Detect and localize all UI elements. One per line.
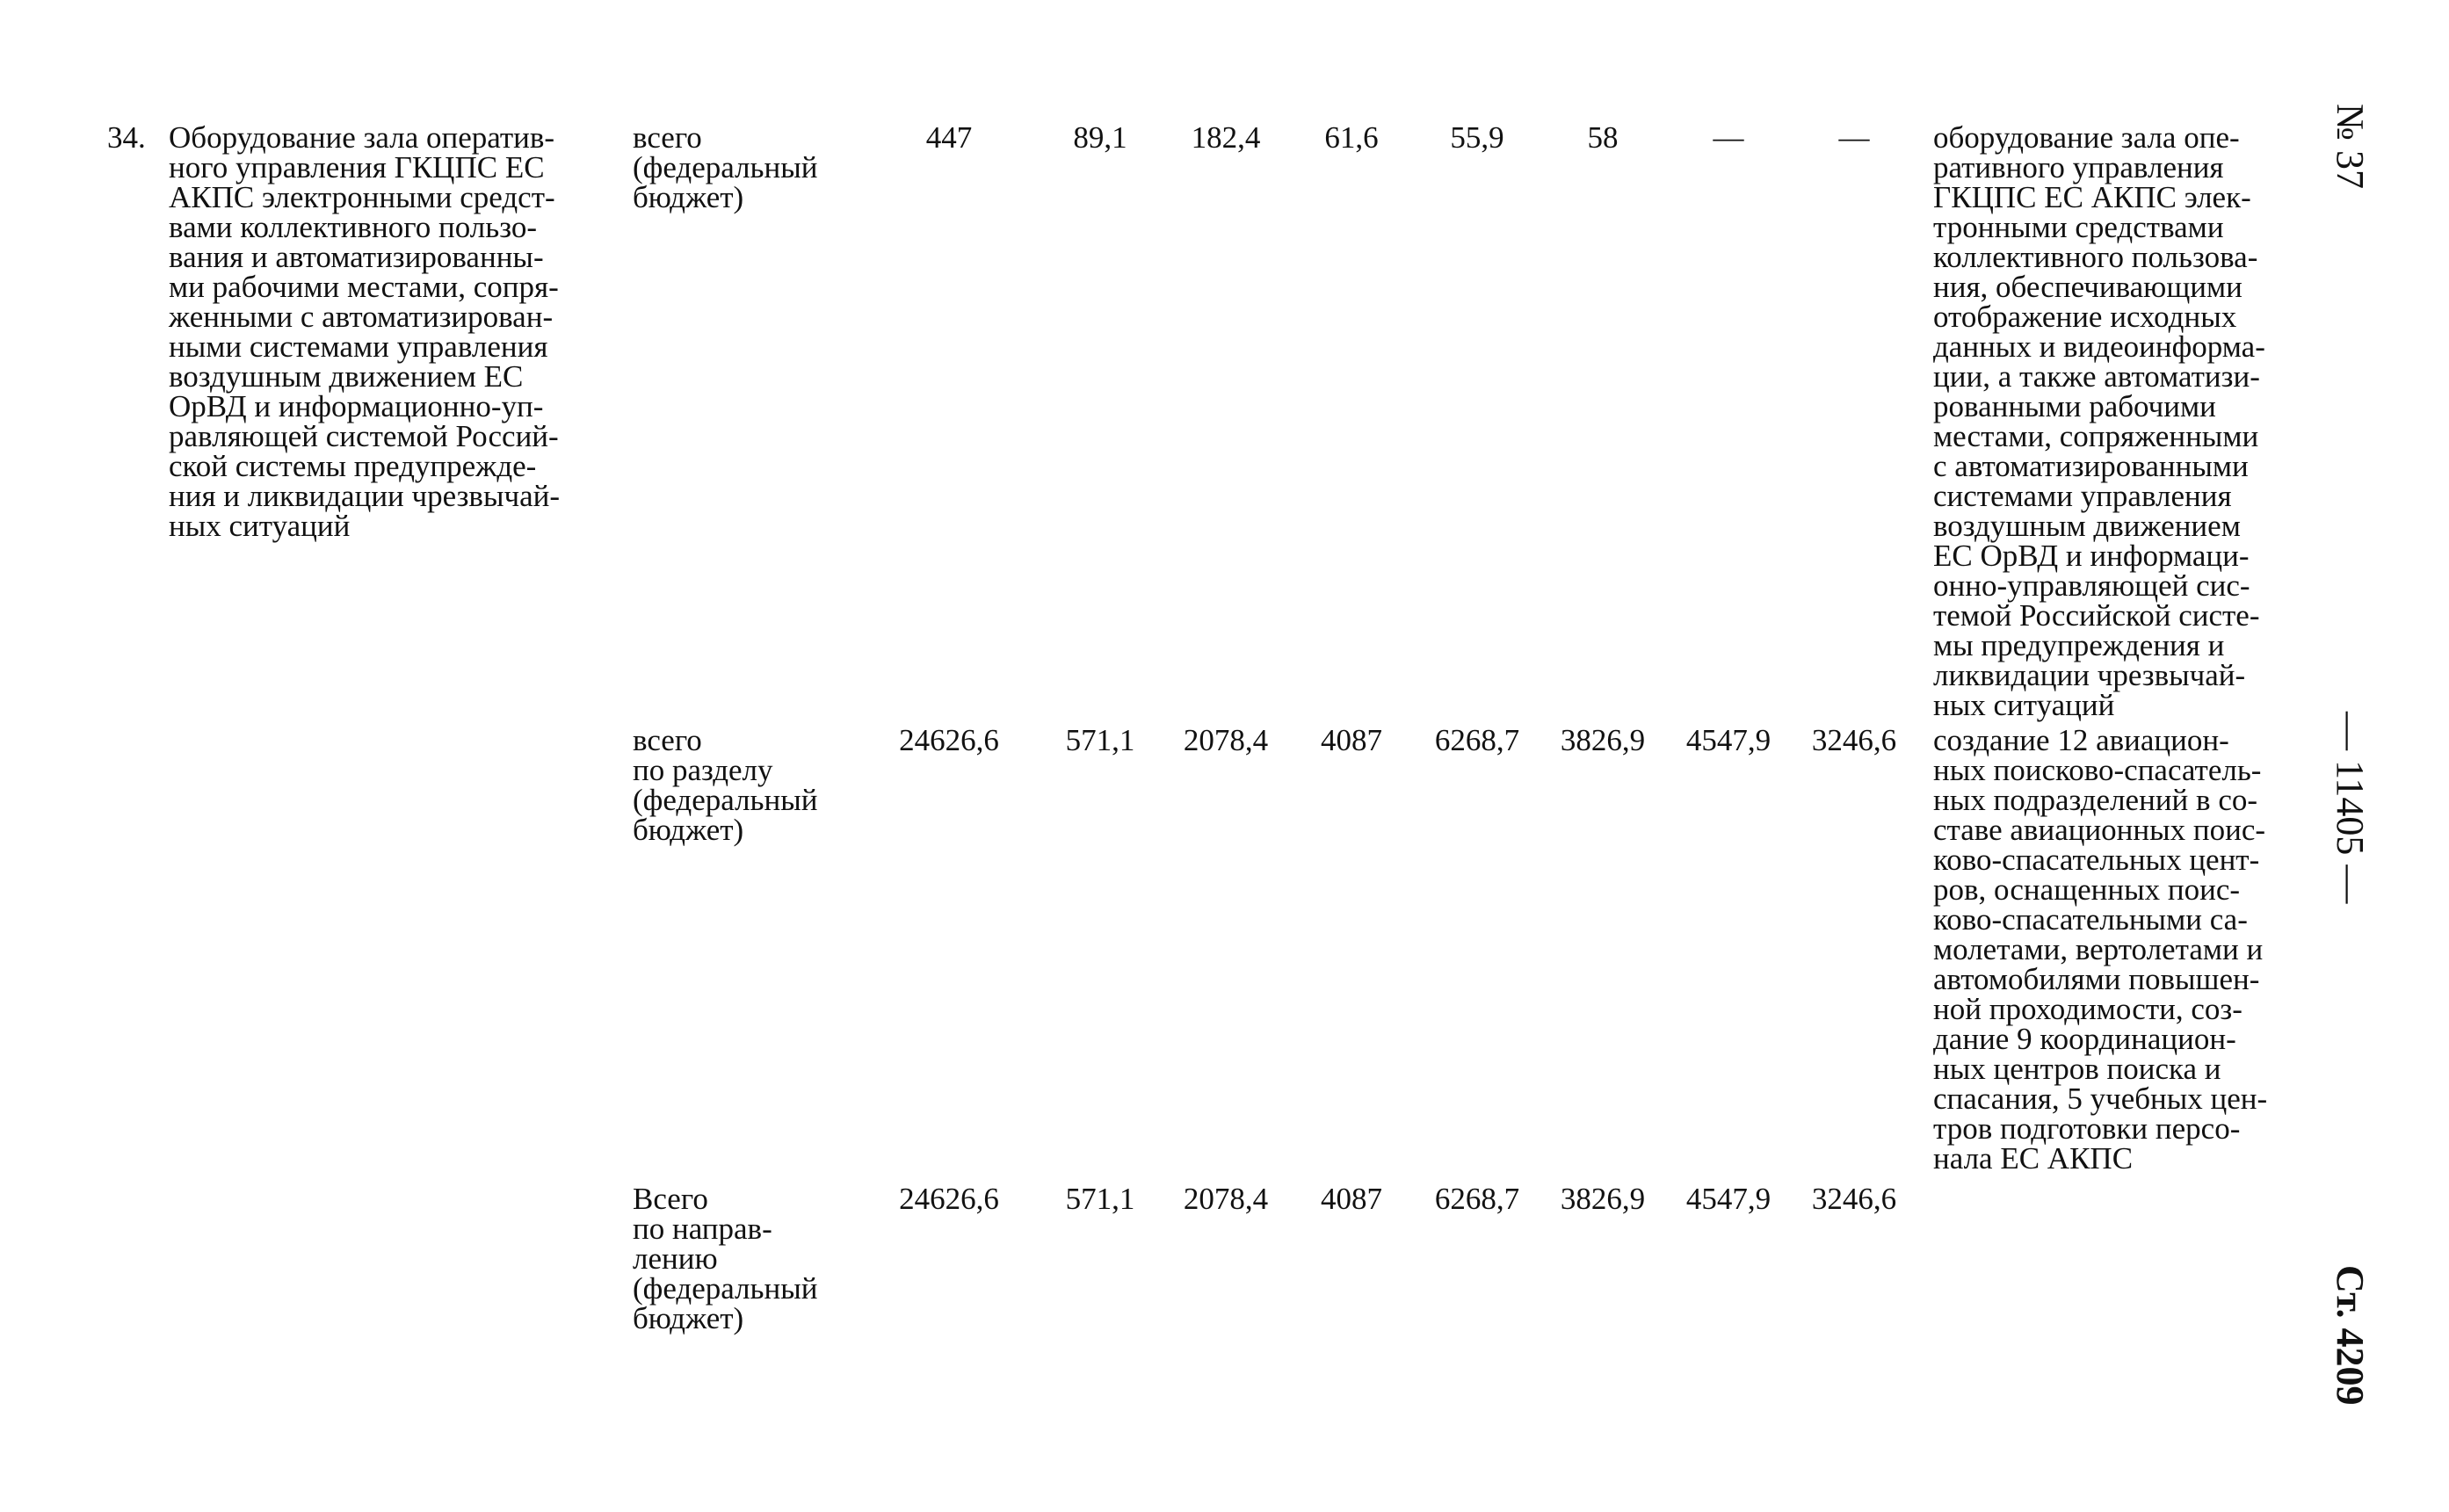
value-year-7: 3246,6 <box>1811 723 1897 757</box>
value-year-6: — <box>1713 120 1744 155</box>
text-line: Оборудование зала оператив- <box>169 120 555 155</box>
issue-number: № 37 <box>2329 104 2372 189</box>
text-line: ных подразделений в со- <box>1933 783 2258 817</box>
expected-result <box>1933 723 2295 1176</box>
value-year-3: 4087 <box>1321 723 1382 757</box>
text-line: ЕС ОрВД и информаци- <box>1933 539 2250 573</box>
value-total: 447 <box>925 120 973 155</box>
value-year-7: 3246,6 <box>1811 1182 1897 1216</box>
text-line: вания и автоматизированны- <box>169 240 544 274</box>
text-line: автомобилями повышен- <box>1933 962 2260 996</box>
text-line: нала ЕС АКПС <box>1933 1141 2134 1176</box>
value-year-2: 2078,4 <box>1183 723 1269 757</box>
value-year-7: — <box>1838 120 1870 155</box>
text-line: дание 9 координацион- <box>1933 1022 2236 1056</box>
text-line: лению <box>633 1241 718 1276</box>
text-line: молетами, вертолетами и <box>1933 932 2264 966</box>
text-line: ции, а также автоматизи- <box>1933 359 2260 394</box>
text-line: спасания, 5 учебных цен- <box>1933 1082 2268 1116</box>
text-line: данных и видеоинформа- <box>1933 329 2265 364</box>
text-line: по разделу <box>633 753 773 787</box>
text-line: ных центров поиска и <box>1933 1052 2221 1086</box>
text-line: оборудование зала опе- <box>1933 120 2240 155</box>
text-line: ных ситуаций <box>169 509 351 543</box>
text-line: бюджет) <box>633 1301 744 1335</box>
text-line: ными системами управления <box>169 329 548 364</box>
text-line: всего <box>633 723 702 757</box>
text-line: ково-спасательных цент- <box>1933 843 2260 877</box>
text-line: с автоматизированными <box>1933 449 2249 483</box>
text-line: воздушным движением ЕС <box>169 359 524 394</box>
text-line: ставе авиационных поис- <box>1933 813 2266 847</box>
value-year-3: 61,6 <box>1324 120 1379 155</box>
text-line: равляющей системой Россий- <box>169 419 559 453</box>
value-total: 24626,6 <box>899 723 999 757</box>
text-line: воздушным движением <box>1933 509 2241 543</box>
value-year-5: 3826,9 <box>1560 723 1646 757</box>
text-line: ных поисково-спасатель- <box>1933 753 2262 787</box>
text-line: (федеральный <box>633 150 818 184</box>
text-line: ликвидации чрезвычай- <box>1933 658 2246 692</box>
value-year-6: 4547,9 <box>1685 1182 1772 1216</box>
text-line: Всего <box>633 1182 708 1216</box>
text-line: местами, сопряженными <box>1933 419 2259 453</box>
value-year-2: 2078,4 <box>1183 1182 1269 1216</box>
text-line: ных ситуаций <box>1933 688 2115 722</box>
row-number: 34. <box>107 120 146 155</box>
text-line: мы предупреждения и <box>1933 628 2225 662</box>
value-year-1: 571,1 <box>1065 723 1135 757</box>
text-line: ративного управления <box>1933 150 2224 184</box>
value-year-5: 3826,9 <box>1560 1182 1646 1216</box>
text-line: ГКЦПС ЕС АКПС элек- <box>1933 180 2251 214</box>
page-margin <box>2311 0 2449 1512</box>
text-line: ской системы предупрежде- <box>169 449 537 483</box>
value-year-1: 571,1 <box>1065 1182 1135 1216</box>
text-line: тронными средствами <box>1933 210 2224 244</box>
expected-result <box>1933 120 2295 722</box>
text-line: АКПС электронными средст- <box>169 180 555 214</box>
page-number: — 11405 — <box>2329 712 2372 904</box>
text-line: ково-спасательными са- <box>1933 902 2248 937</box>
text-line: рованными рабочими <box>1933 389 2216 423</box>
text-line: всего <box>633 120 702 155</box>
text-line: ров, оснащенных поис- <box>1933 872 2241 907</box>
value-year-4: 55,9 <box>1450 120 1504 155</box>
value-year-6: 4547,9 <box>1685 723 1772 757</box>
text-line: (федеральный <box>633 1271 818 1306</box>
text-line: коллективного пользова- <box>1933 240 2258 274</box>
text-line: создание 12 авиацион- <box>1933 723 2229 757</box>
value-year-3: 4087 <box>1321 1182 1382 1216</box>
funding-source <box>633 120 861 214</box>
value-year-4: 6268,7 <box>1434 723 1520 757</box>
article-number: Ст. 4209 <box>2329 1265 2372 1406</box>
value-total: 24626,6 <box>899 1182 999 1216</box>
text-line: системами управления <box>1933 479 2232 513</box>
text-line: бюджет) <box>633 180 744 214</box>
funding-source <box>633 723 861 847</box>
text-line: бюджет) <box>633 813 744 847</box>
measure-name <box>169 120 589 543</box>
text-line: ной проходимости, соз- <box>1933 992 2243 1026</box>
text-line: ми рабочими местами, сопря- <box>169 270 559 304</box>
text-line: онно-управляющей сис- <box>1933 568 2250 603</box>
text-line: ния и ликвидации чрезвычай- <box>169 479 560 513</box>
funding-source <box>633 1184 861 1334</box>
text-line: темой Российской систе- <box>1933 598 2260 633</box>
value-year-1: 89,1 <box>1073 120 1127 155</box>
value-year-4: 6268,7 <box>1434 1182 1520 1216</box>
text-line: отображение исходных <box>1933 300 2237 334</box>
text-line: по направ- <box>633 1212 772 1246</box>
text-line: ОрВД и информационно-уп- <box>169 389 544 423</box>
value-year-5: 58 <box>1587 120 1619 155</box>
text-line: ния, обеспечивающими <box>1933 270 2243 304</box>
text-line: вами коллективного пользо- <box>169 210 537 244</box>
text-line: женными с автоматизирован- <box>169 300 554 334</box>
text-line: ного управления ГКЦПС ЕС <box>169 150 545 184</box>
value-year-2: 182,4 <box>1191 120 1261 155</box>
text-line: (федеральный <box>633 783 818 817</box>
text-line: тров подготовки персо- <box>1933 1111 2241 1146</box>
